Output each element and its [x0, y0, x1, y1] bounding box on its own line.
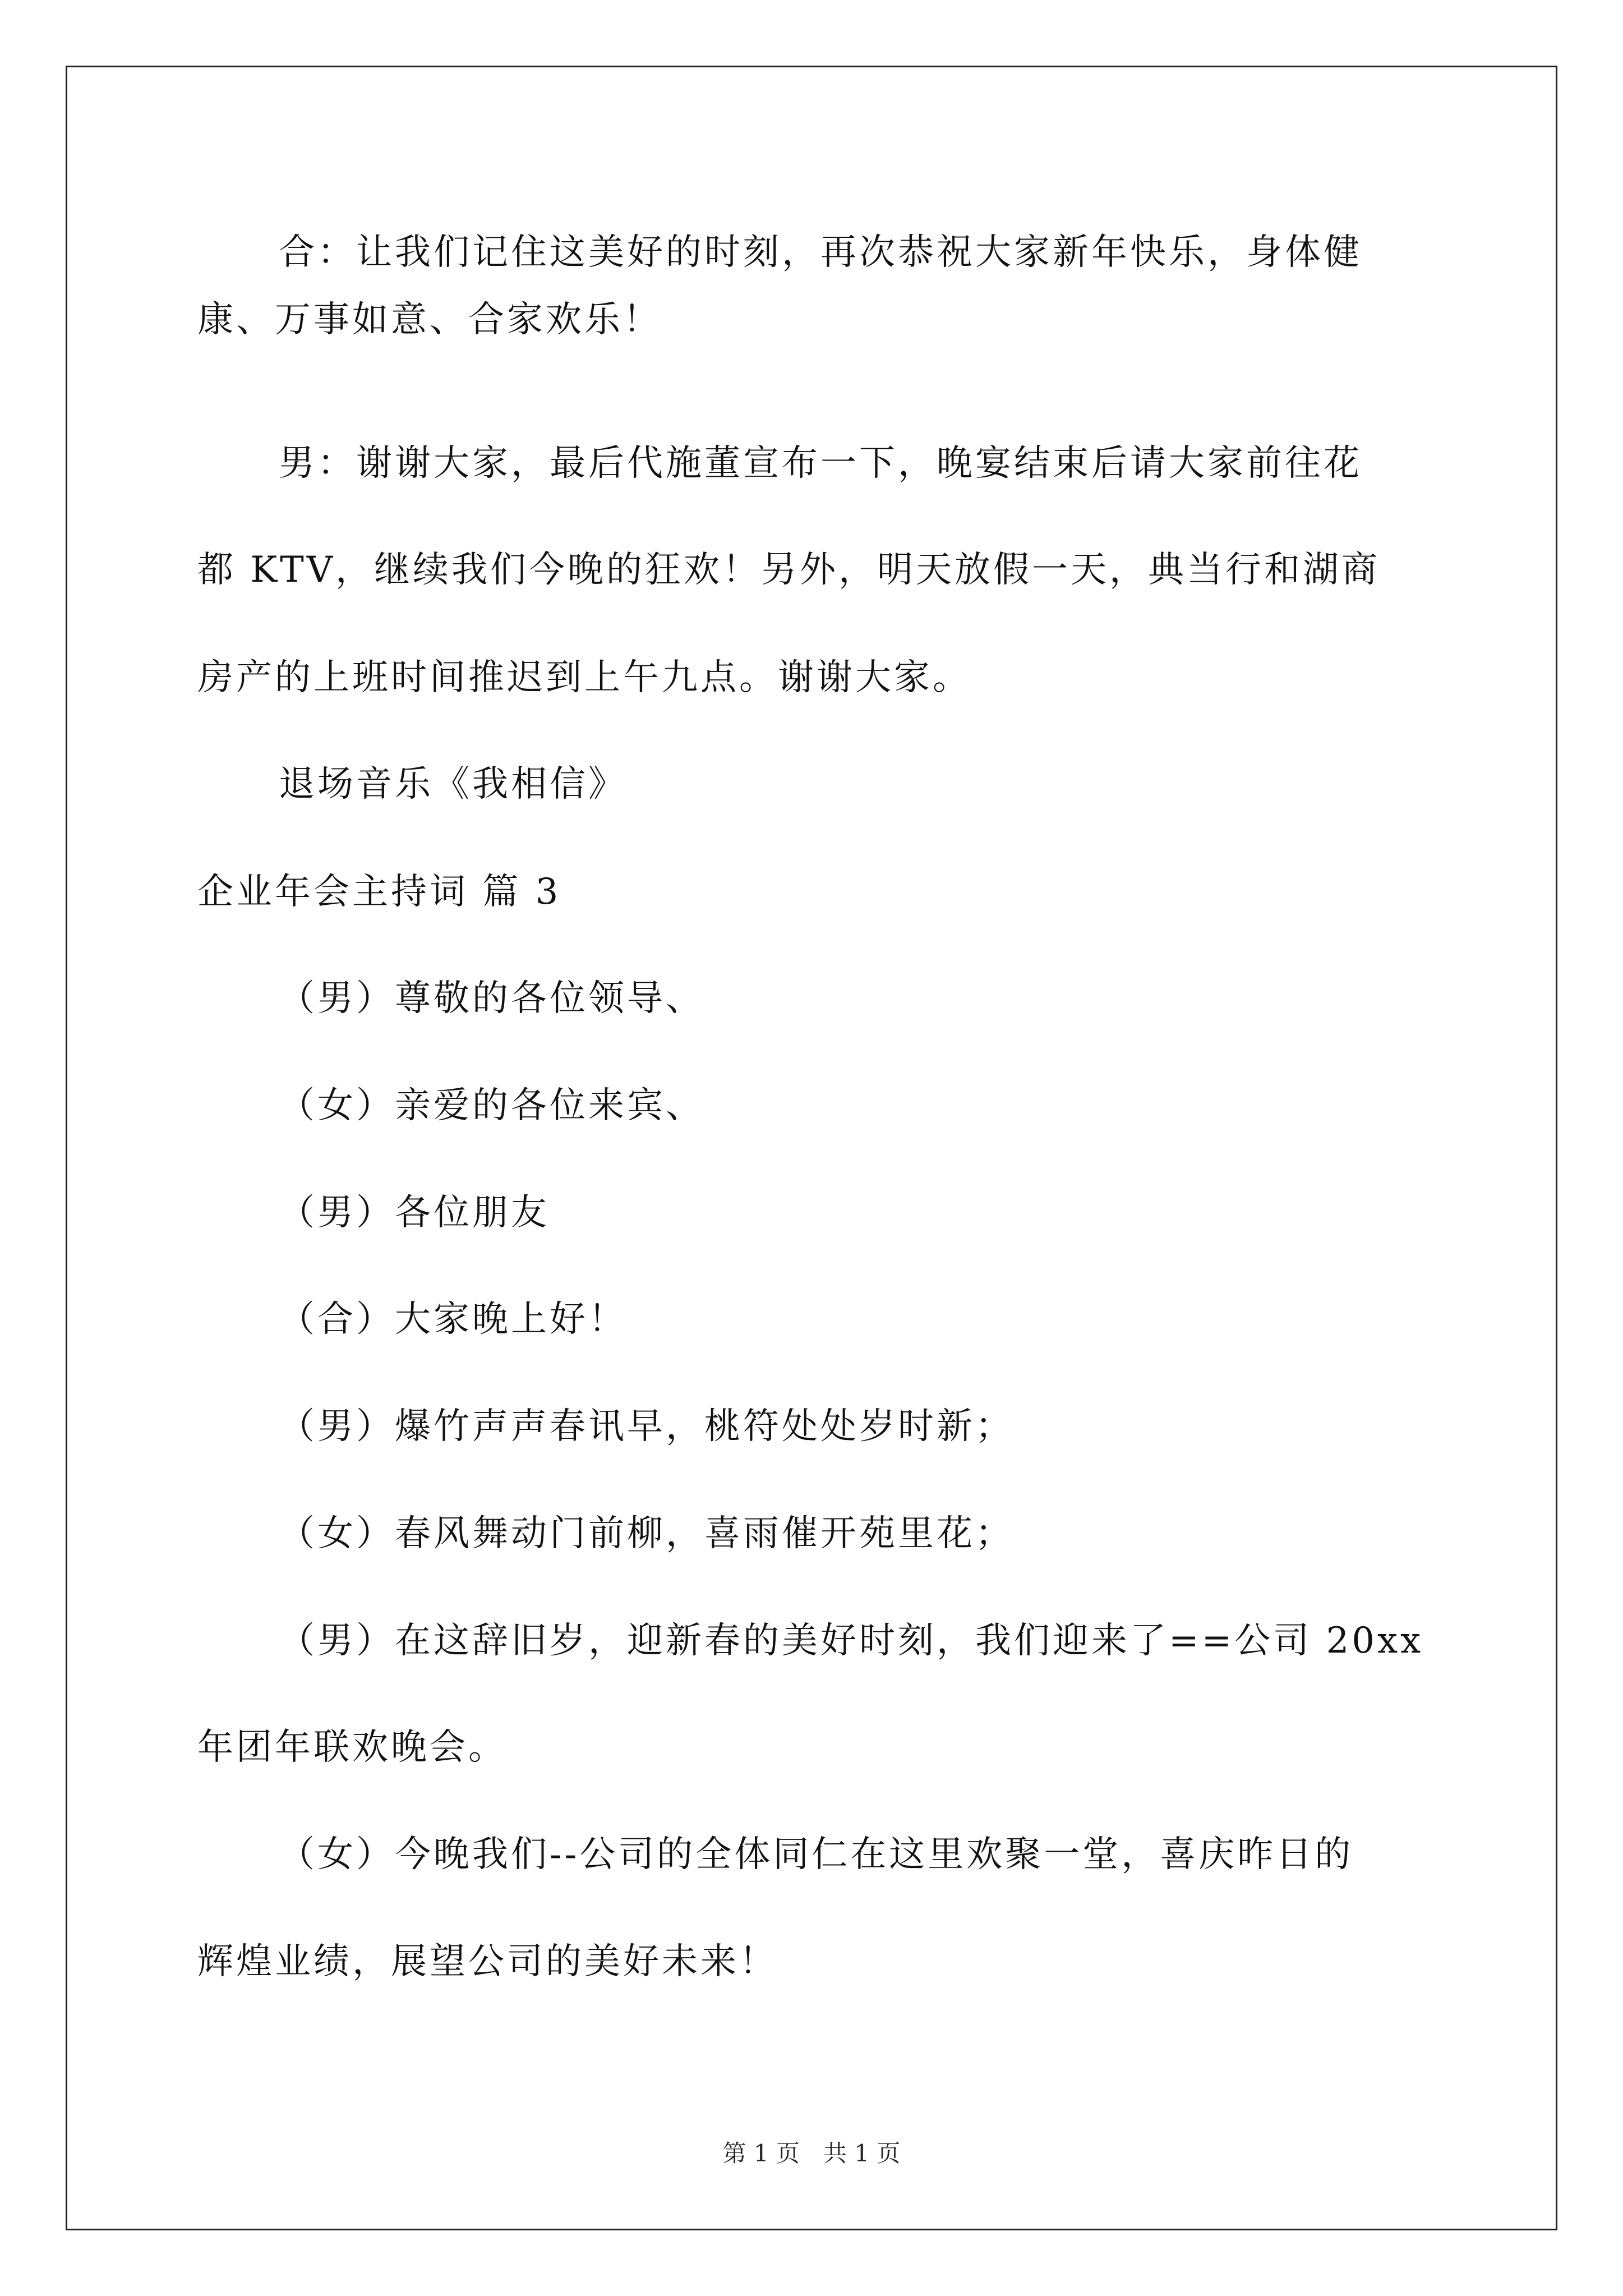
paragraph-line: 退场音乐《我相信》: [279, 763, 627, 805]
section-heading: 企业年会主持词 篇 3: [197, 871, 561, 913]
paragraph-line: 男：谢谢大家，最后代施董宣布一下，晚宴结束后请大家前往花: [279, 443, 1362, 484]
paragraph-line: （男）爆竹声声春讯早，桃符处处岁时新；: [279, 1406, 1014, 1447]
paragraph-line: 都 KTV，继续我们今晚的狂欢！另外，明天放假一天，典当行和湖商: [197, 549, 1381, 591]
page-footer: 第 1 页 共 1 页: [722, 2139, 901, 2167]
paragraph-line: （男）尊敬的各位领导、: [279, 978, 704, 1019]
paragraph-line: （合）大家晚上好！: [279, 1299, 627, 1340]
paragraph-line: （女）亲爱的各位来宾、: [279, 1085, 704, 1126]
paragraph-line: （女）春风舞动门前柳，喜雨催开苑里花；: [279, 1513, 1014, 1554]
paragraph-line: 年团年联欢晚会。: [197, 1727, 507, 1768]
paragraph-line: 合：让我们记住这美好的时刻，再次恭祝大家新年快乐，身体健: [279, 232, 1362, 273]
page-border: [66, 66, 1557, 2230]
paragraph-line: 康、万事如意、合家欢乐！: [197, 299, 662, 341]
paragraph-line: （女）今晚我们--公司的全体同仁在这里欢聚一堂，喜庆昨日的: [279, 1834, 1354, 1875]
paragraph-line: 房产的上班时间推迟到上午九点。谢谢大家。: [197, 657, 971, 698]
paragraph-line: 辉煌业绩，展望公司的美好未来！: [197, 1941, 778, 1982]
paragraph-line: （男）在这辞旧岁，迎新春的美好时刻，我们迎来了==公司 20xx: [279, 1620, 1424, 1662]
paragraph-line: （男）各位朋友: [279, 1192, 550, 1234]
